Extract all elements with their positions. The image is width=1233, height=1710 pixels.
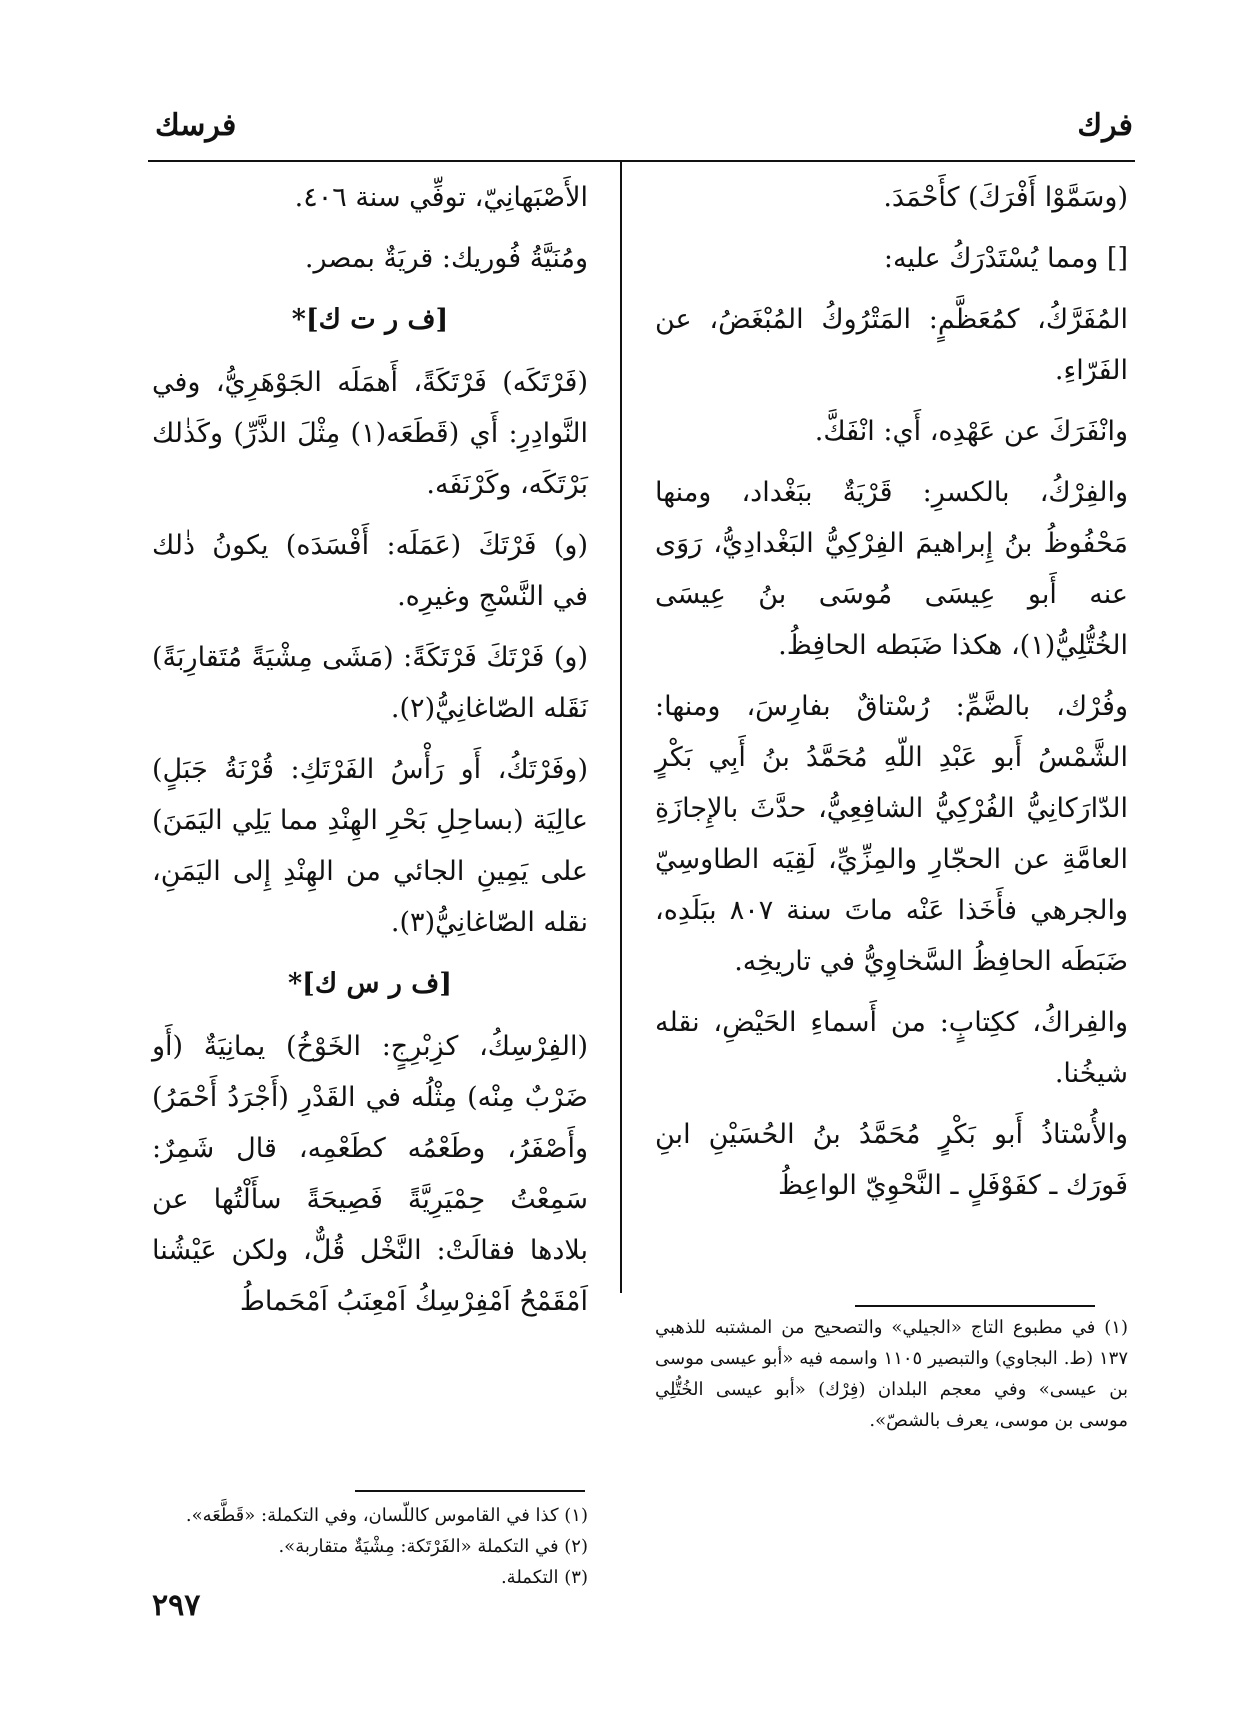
footnote-rule xyxy=(355,1490,585,1492)
footnote: (١) في مطبوع التاج «الجيلي» والتصحيح من المشتبه للذهبي ١٣٧ (ط. البجاوي) والتبصير ١١٠٥ واسمه فيه «أبو عيسى موسى بن عيسى» وفي معجم البلدان (فِرْك) «أبو عيسى الخُتُّلِي موسى بن موسى، يعرف بالشصّ». xyxy=(655,1317,1128,1431)
paragraph: (و) فَرْتَكَ فَرْتَكَةً: (مَشَى مِشْيَةً مُتَقارِبَةً) نَقَله الصّاغانِيُّ(٢). xyxy=(152,642,588,724)
paragraph: ومُنَيَّةُ فُوريك: قريَةٌ بمصر. xyxy=(304,243,588,274)
header-rule xyxy=(148,160,1135,162)
paragraph: وفُرْك، بالضَّمِّ: رُسْتاقٌ بفارِسَ، ومنها: الشَّمْسُ أَبو عَبْدِ اللّهِ مُحَمَّدُ بنُ أَبِي بَكْرٍ الدّارَكانِيُّ الفُرْكِيُّ الشافِعِيُّ، حدَّثَ بالإِجازَةِ العامَّةِ عن الحجّارِ والمِزِّيِّ، لَقِيَه الطاوسِيّ والجرهي فأَخَذا عَنْه ماتَ سنة ٨٠٧ ببَلَدِه، ضَبَطَه الحافِظُ السَّخاوِيُّ في تاريخِه. xyxy=(655,691,1128,977)
paragraph: (وسَمَّوْا أَفْرَكَ) كأَحْمَدَ. xyxy=(883,182,1128,213)
paragraph: [] ومما يُسْتَدْرَكُ عليه: xyxy=(883,243,1128,274)
paragraph: وانْفَرَكَ عن عَهْدِه، أَي: انْفَكَّ. xyxy=(814,416,1128,447)
running-header-right: فرك xyxy=(1077,108,1133,143)
paragraph: والفِرْكُ، بالكسرِ: قَرْيَةٌ ببَغْداد، ومنها مَحْفُوظُ بنُ إِبراهيمَ الفِرْكِيُّ البَغْدادِيُّ، رَوَى عنه أَبو عِيسَى مُوسَى بنُ عِيسَى الخُتُّلِيُّ(١)، هكذا ضَبَطه الحافِظُ. xyxy=(655,477,1128,661)
paragraph: (و) فَرْتَكَ (عَمَلَه: أَفْسَدَه) يكونُ ذٰلك في النَّسْجِ وغيرِه. xyxy=(152,530,588,612)
paragraph: المُفَرَّكُ، كمُعَظَّمٍ: المَتْرُوكُ المُبْغَضُ، عن الفَرّاءِ. xyxy=(655,304,1128,386)
footnotes-left xyxy=(152,1500,588,1593)
footnote: (١) كذا في القاموس كاللّسان، وفي التكملة: «قَطَّعَه». xyxy=(185,1505,588,1526)
paragraph: (الفِرْسِكُ، كزِبْرِجٍ: الخَوْخُ) يمانِيَةٌ (أَو ضَرْبٌ مِنْه) مِثْلُه في القَدْرِ (أَجْرَدُ أَحْمَرُ) وأَصْفَرُ، وطَعْمُه كطَعْمِه، قال شَمِرٌ: سَمِعْتُ حِمْيَرِيَّةً فَصِيحَةً سأَلْتُها عن بلادها فقالَتْ: النَّخْل قُلٌّ، ولكن عَيْشُنا اَمْقَمْحُ اَمْفِرْسِكُ اَمْعِنَبُ اَمْحَماطُ xyxy=(152,1031,588,1317)
paragraph: الأَصْبَهانِيّ، توفِّي سنة ٤٠٦. xyxy=(294,182,588,213)
footnote: (٣) التكملة. xyxy=(500,1567,588,1588)
entry-heading: [ف ر ت ك]* xyxy=(291,304,449,335)
entry-heading: [ف ر س ك]* xyxy=(287,968,453,999)
footnotes-right xyxy=(655,1312,1128,1436)
column-divider xyxy=(620,160,622,1293)
paragraph: (فَرْتَكَه) فَرْتَكَةً، أَهمَلَه الجَوْهَرِيُّ، وفي النَّوادِرِ: أَي (قَطَعَه(١) مِثْلَ الذَّرِّ) وكَذٰلك بَرْتَكَه، وكَرْنَفَه. xyxy=(152,367,588,500)
running-header-left: فرسك xyxy=(155,108,237,143)
footnote: (٢) في التكملة «الفَرْتَكة: مِشْيَةٌ متقاربة». xyxy=(278,1536,588,1557)
right-column xyxy=(655,172,1128,1221)
paragraph: والفِراكُ، ككِتابٍ: من أَسماءِ الحَيْضِ، نقله شيخُنا. xyxy=(655,1007,1128,1089)
footnote-rule xyxy=(855,1305,1095,1307)
paragraph: والأُسْتاذُ أَبو بَكْرٍ مُحَمَّدُ بنُ الحُسَيْنِ ابنِ فَورَك ـ كفَوْفَلٍ ـ النَّحْوِيّ الواعِظُ xyxy=(655,1119,1128,1201)
paragraph: (وفَرْتَكُ، أَو رَأْسُ الفَرْتَكِ: قُرْنَةُ جَبَلٍ) عالِيَة (بساحِلِ بَحْرِ الهِنْدِ مما يَلِي اليَمَنَ) على يَمِينِ الجائي من الهِنْدِ إِلى اليَمَنِ، نقله الصّاغانِيُّ(٣). xyxy=(152,754,588,938)
left-column xyxy=(152,172,588,1337)
page-number: ٢٩٧ xyxy=(152,1588,201,1623)
